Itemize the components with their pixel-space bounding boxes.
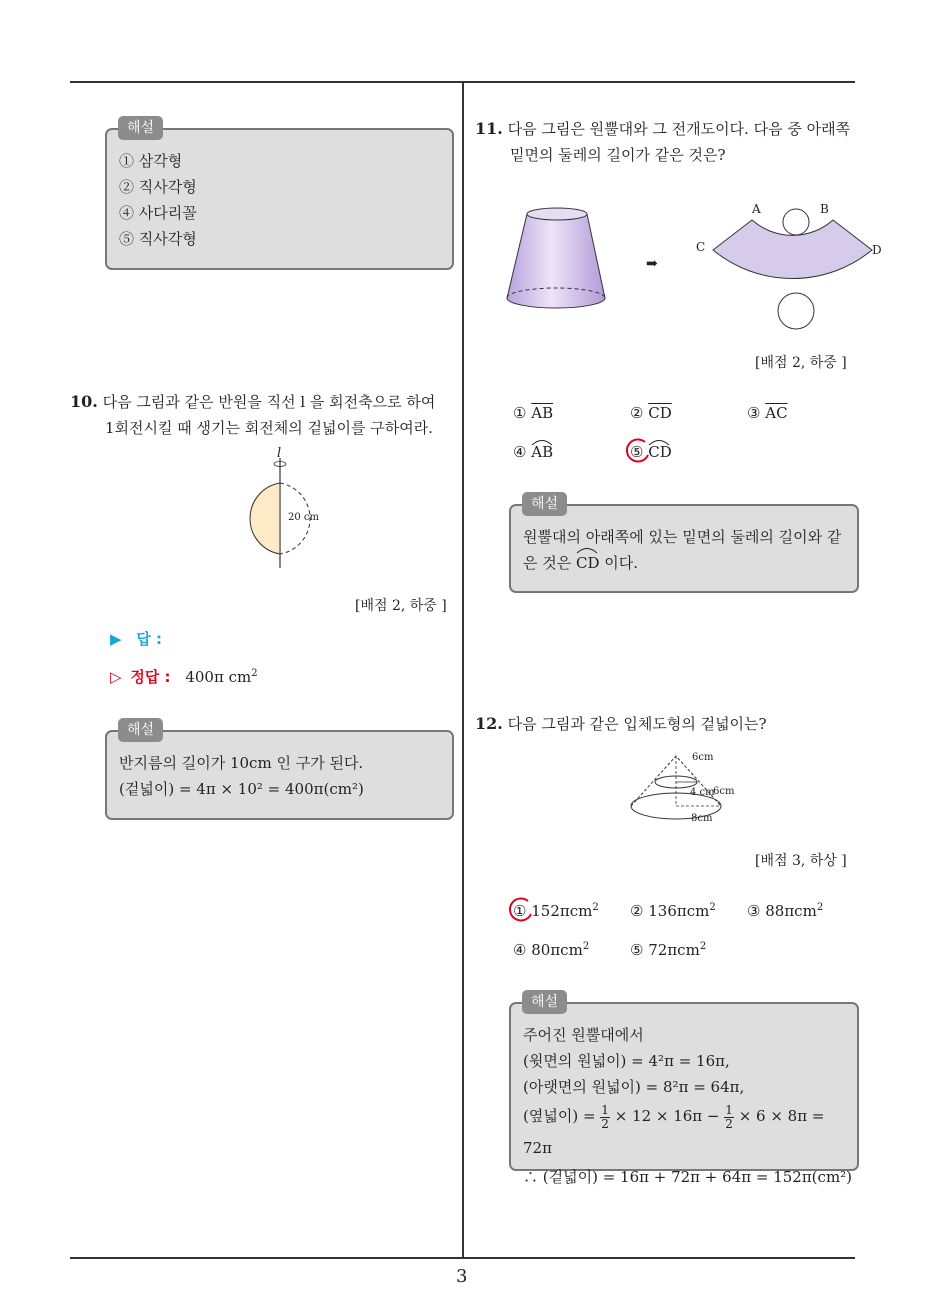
fraction: $\frac{1}{2}$ [725, 1102, 733, 1131]
correct-label: 정답 : [130, 668, 171, 686]
correct-value: 400π $cm^2$ [185, 668, 258, 686]
choice-3[interactable]: ③ 88πcm$^2$ [747, 902, 824, 920]
label-mid: 4 cm [690, 787, 715, 798]
answer-mark-icon [623, 437, 653, 467]
explanation-box-3 [509, 504, 859, 593]
arc-icon [531, 438, 553, 446]
expl-line: (윗면의 원넓이) = 4²π = 16π, [523, 1052, 730, 1070]
page-number: 3 [456, 1266, 468, 1287]
label-c: C [696, 240, 706, 254]
question-number: 11. [475, 119, 503, 138]
choice-3[interactable]: ③ $\overline{AC}$ [747, 404, 788, 422]
expl-line: ② 직사각형 [119, 178, 197, 196]
explanation-tag: 해설 [118, 718, 163, 742]
choice-5[interactable]: ⑤ 72πcm$^2$ [630, 941, 707, 959]
axis-label: l [277, 446, 282, 461]
label-bottom: 8cm [691, 813, 713, 824]
bottom-rule [70, 1257, 855, 1259]
score: [배점 3, 하상 ] [755, 853, 847, 869]
net-figure [700, 195, 880, 335]
choice-4[interactable]: ④ AB [513, 443, 553, 461]
label-b: B [820, 202, 829, 216]
expl-line: 반지름의 길이가 10cm 인 구가 된다. [119, 754, 364, 772]
answer-label: 답 : [136, 630, 163, 648]
expl-line: 주어진 원뿔대에서 [523, 1026, 644, 1044]
choice-5[interactable]: ⑤ CD [630, 443, 672, 461]
expl-line: ∴ (겉넓이) = 16π + 72π + 64π = 152π(cm²) [523, 1168, 853, 1186]
question-text: 다음 그림과 같은 입체도형의 겉넓이는? [507, 715, 767, 733]
question-text-line2: 1회전시킬 때 생기는 회전체의 겉넓이를 구하여라. [105, 419, 433, 437]
answer-arrow-icon: ▶ [110, 630, 122, 648]
choice-1[interactable]: ① $\overline{AB}$ [513, 404, 554, 422]
choice-2[interactable]: ② $\overline{CD}$ [630, 404, 672, 422]
expl-line: ④ 사다리꼴 [119, 204, 197, 222]
score: [배점 2, 하중 ] [755, 355, 847, 371]
choice-2[interactable]: ② 136πcm$^2$ [630, 902, 716, 920]
question-number: 10. [70, 392, 98, 411]
answer-mark-icon [506, 896, 536, 926]
question-text: 다음 그림은 원뿔대와 그 전개도이다. 다음 중 아래쪽 [507, 120, 851, 138]
column-divider [462, 83, 464, 1258]
choice-4[interactable]: ④ 80πcm$^2$ [513, 941, 590, 959]
explanation-tag: 해설 [522, 990, 567, 1014]
expl-line: (겉넓이) = 4π × 10² = 400π(cm²) [119, 780, 364, 798]
arrow-right-icon: ➡ [646, 256, 658, 272]
explanation-box-1 [105, 128, 454, 270]
question-text: 다음 그림과 같은 반원을 직선 l 을 회전축으로 하여 [102, 393, 436, 411]
fraction: $\frac{1}{2}$ [601, 1102, 609, 1131]
label-top: 6cm [692, 752, 714, 763]
expl-line: 은 것은 CD 이다. [523, 550, 841, 576]
frustum-figure [505, 200, 610, 330]
question-number: 12. [475, 714, 503, 733]
explanation-box-4 [509, 1002, 859, 1186]
label-side: 6cm [713, 786, 735, 797]
expl-line: (아랫면의 원넓이) = 8²π = 64π, [523, 1078, 745, 1096]
score: [배점 2, 하중 ] [355, 598, 447, 614]
expl-line: (옆넓이) = $\frac{1}{2}$ × 12 × 16π − $\frac{1}{2}$ × 6 × 8π = 72π [523, 1102, 825, 1157]
arc-icon [576, 546, 598, 554]
label-a: A [752, 202, 761, 216]
choice-1[interactable]: ① 152πcm$^2$ [513, 902, 599, 920]
explanation-box-2 [105, 730, 454, 820]
semicircle-figure [235, 448, 325, 573]
explanation-tag: 해설 [118, 116, 163, 140]
expl-line: 원뿔대의 아래쪽에 있는 밑면의 둘레의 길이와 같 [523, 528, 842, 546]
question-text-line2: 밑면의 둘레의 길이가 같은 것은? [510, 146, 726, 164]
label-d: D [872, 243, 882, 257]
explanation-tag: 해설 [522, 492, 567, 516]
expl-line: ① 삼각형 [119, 152, 183, 170]
expl-line: ⑤ 직사각형 [119, 230, 197, 248]
correct-arrow-icon: ▷ [110, 668, 122, 686]
radius-label: 20 cm [288, 512, 319, 523]
